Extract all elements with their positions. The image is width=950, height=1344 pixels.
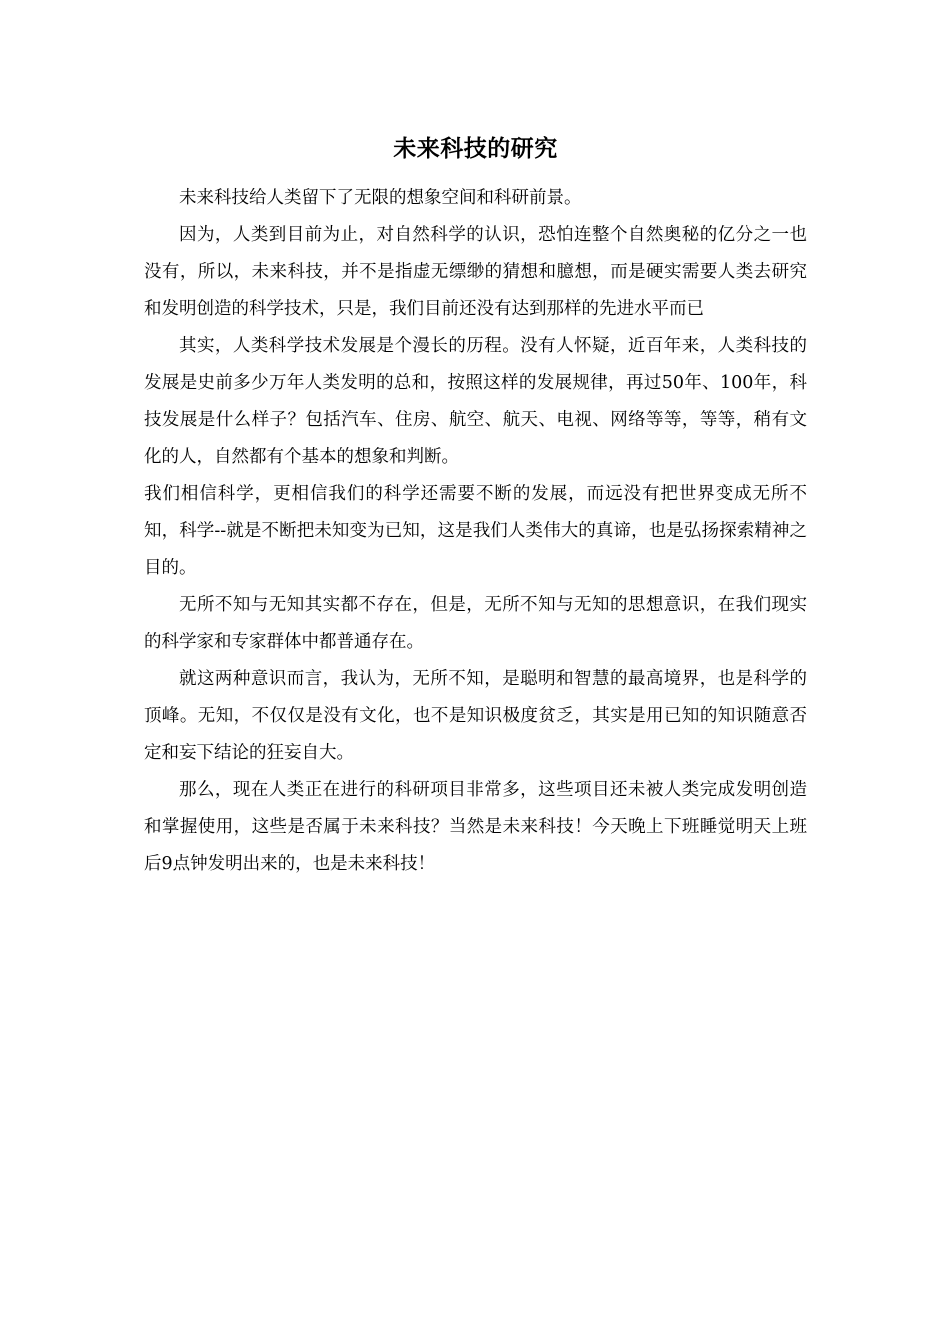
paragraph-1: 未来科技给人类留下了无限的想象空间和科研前景。 [179, 188, 582, 208]
paragraph-2: 因为，人类到目前为止，对自然科学的认识，恐怕连整个自然奥秘的亿分之一也没有，所以，未来科技，并不是指虚无缥缈的猜想和臆想，而是硬实需要人类去研究和发明创造的科学技术，只是，我们目前还没有达到那样的先进水平而已 [144, 225, 807, 319]
paragraph-4: 我们相信科学，更相信我们的科学还需要不断的发展，而远没有把世界变成无所不知，科学--就是不断把未知变为已知，这是我们人类伟大的真谛，也是弘扬探索精神之目的。 [144, 484, 807, 578]
paragraph-6: 就这两种意识而言，我认为，无所不知，是聪明和智慧的最高境界，也是科学的顶峰。无知，不仅仅是没有文化，也不是知识极度贫乏，其实是用已知的知识随意否定和妄下结论的狂妄自大。 [144, 669, 807, 763]
paragraph-3: 其实，人类科学技术发展是个漫长的历程。没有人怀疑，近百年来，人类科技的发展是史前多少万年人类发明的总和，按照这样的发展规律，再过50年、100年，科技发展是什么样子？包括汽车、住房、航空、航天、电视、网络等等，等等，稍有文化的人，自然都有个基本的想象和判断。 [144, 336, 807, 467]
paragraph-7: 那么，现在人类正在进行的科研项目非常多，这些项目还未被人类完成发明创造和掌握使用，这些是否属于未来科技？当然是未来科技！今天晚上下班睡觉明天上班后9点钟发明出来的，也是未来科技！ [144, 780, 807, 874]
document-title: 未来科技的研究 [393, 136, 558, 162]
paragraph-5: 无所不知与无知其实都不存在，但是，无所不知与无知的思想意识，在我们现实的科学家和专家群体中都普通存在。 [144, 595, 807, 652]
document-body [144, 132, 807, 883]
